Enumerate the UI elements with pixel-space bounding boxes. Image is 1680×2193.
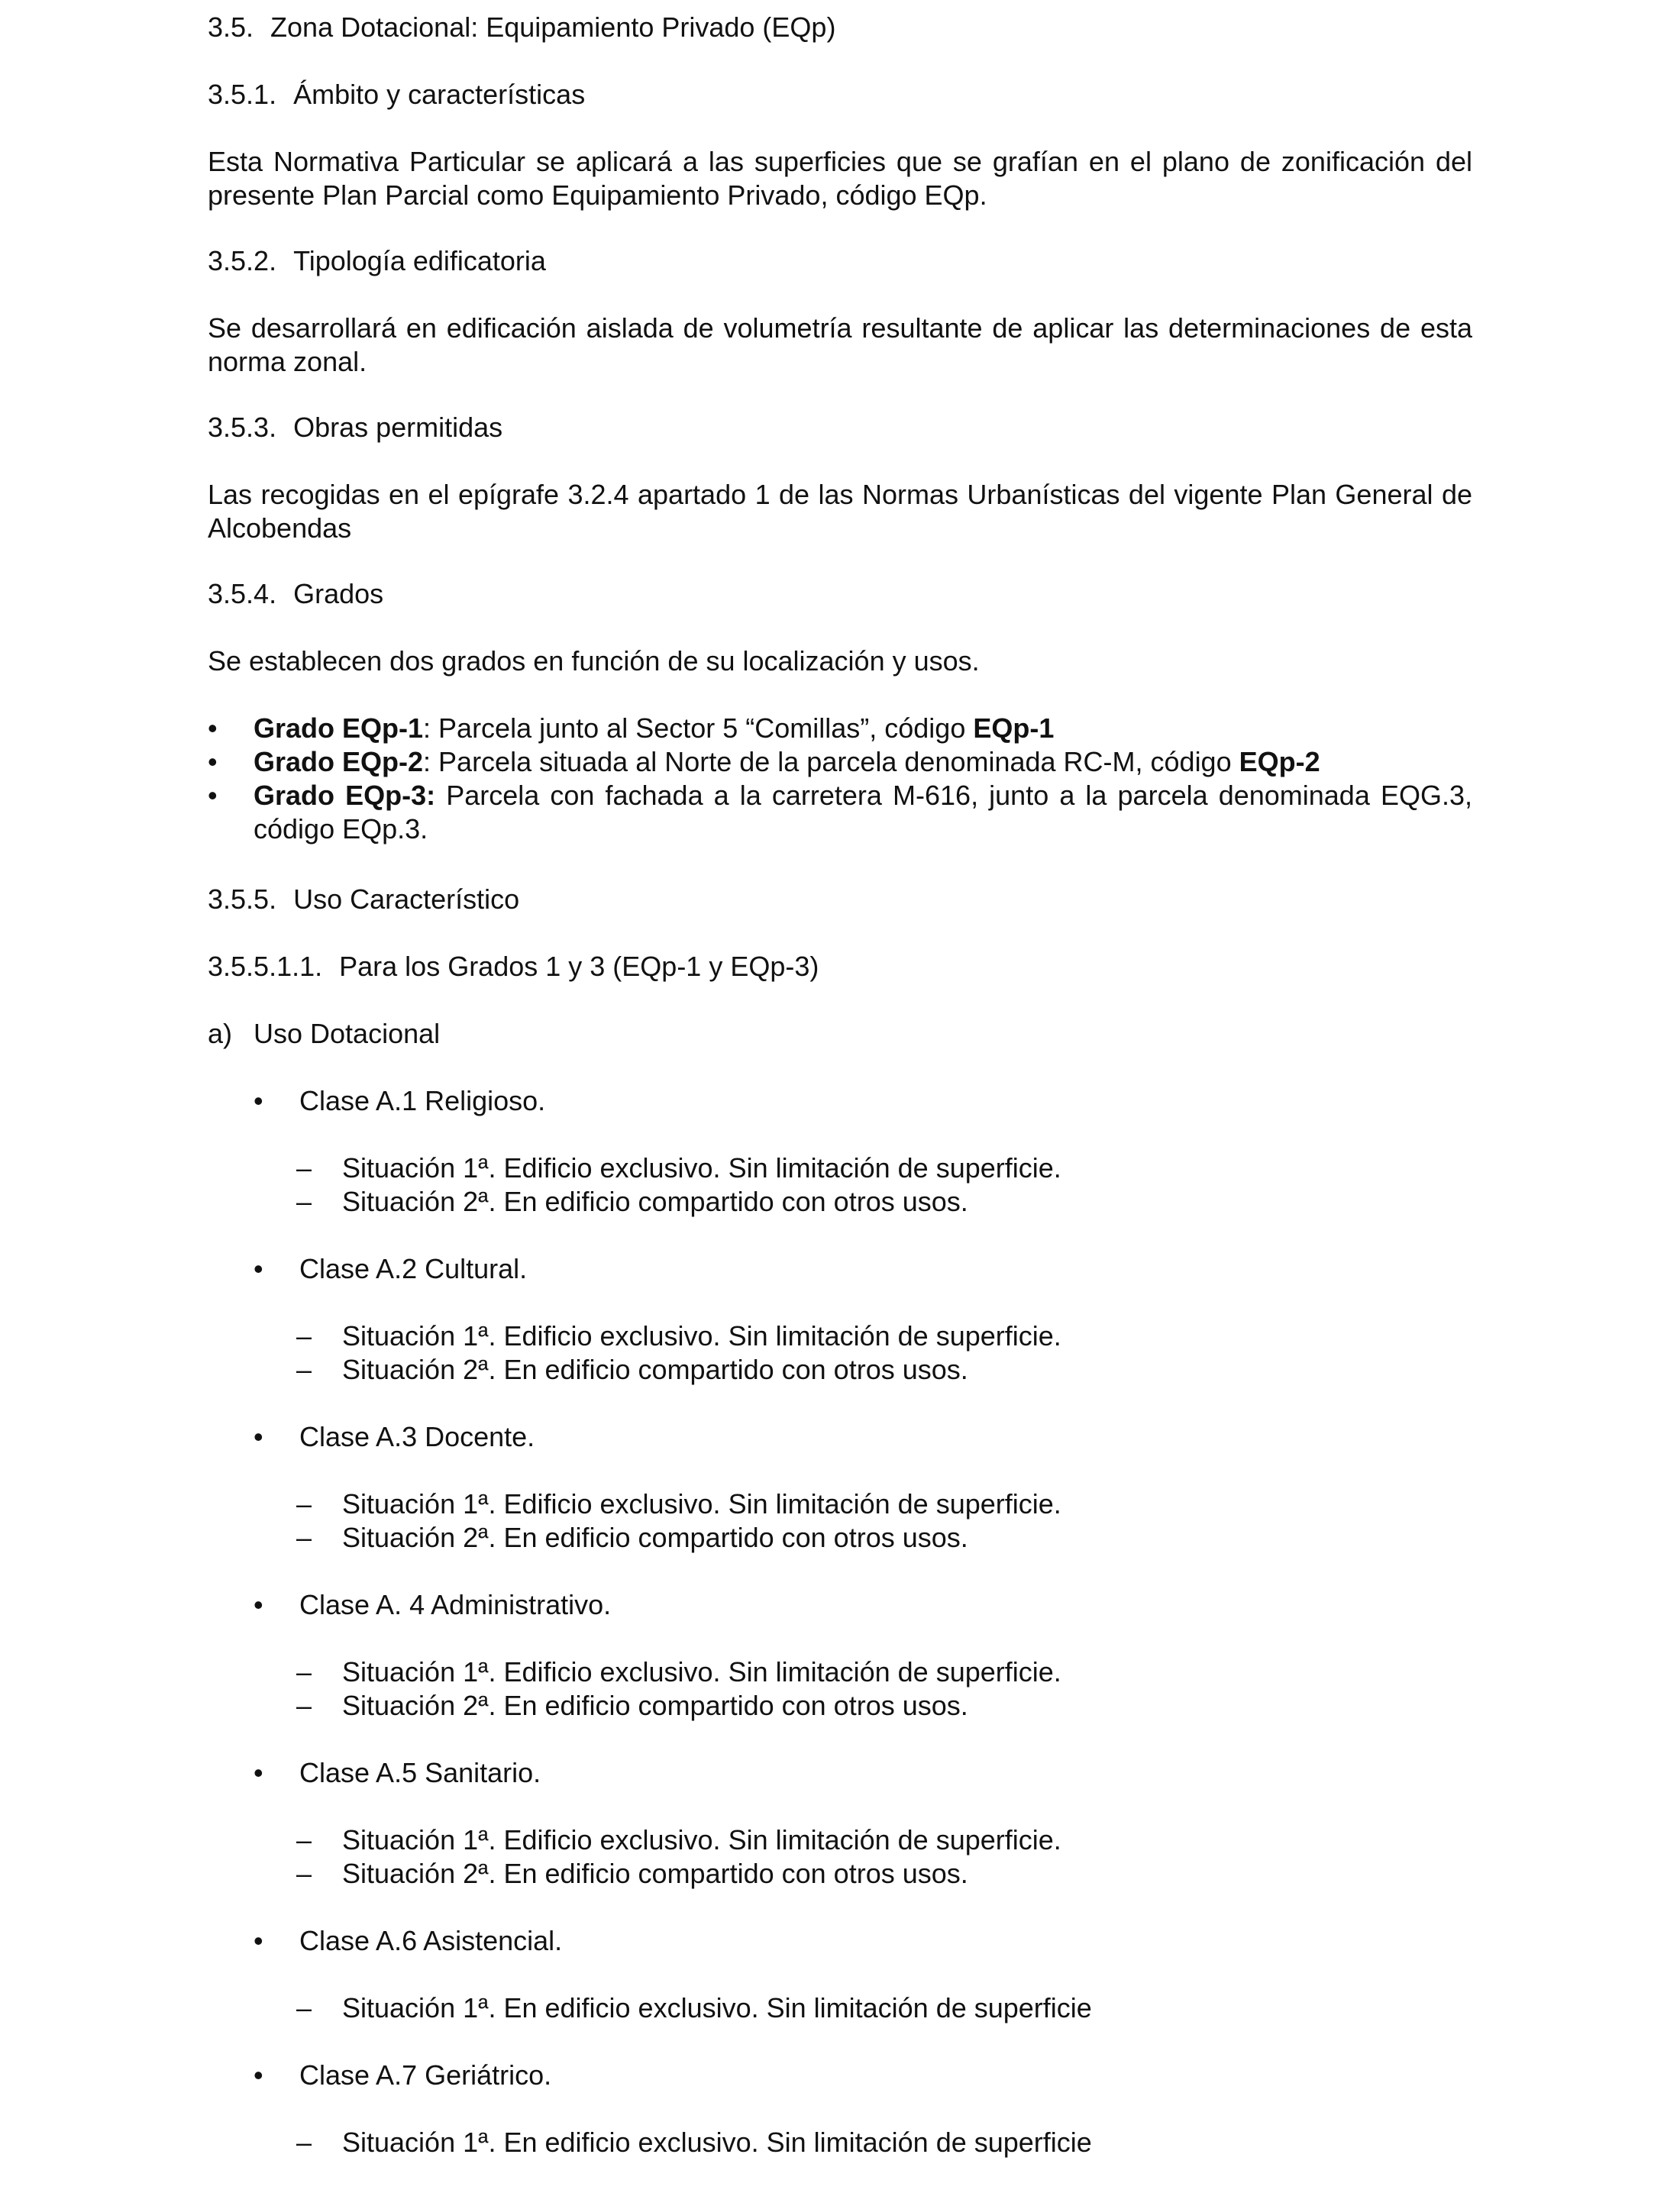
subsection-number: 3.5.3. bbox=[208, 412, 277, 443]
section-heading bbox=[208, 11, 835, 44]
dash-icon: – bbox=[296, 2127, 312, 2158]
bullet-icon: • bbox=[208, 780, 218, 811]
sub-subsection-title: Para los Grados 1 y 3 (EQp-1 y EQp-3) bbox=[339, 951, 819, 982]
paragraph: Se establecen dos grados en función de su localización y usos. bbox=[208, 645, 980, 677]
situation-text: Situación 1ª. En edificio exclusivo. Sin limitación de superficie bbox=[342, 2127, 1092, 2158]
paragraph: Esta Normativa Particular se aplicará a las superficies que se grafían en el plano de zonificación del presente Plan Parcial como Equipamiento Privado, código EQp. bbox=[208, 146, 1472, 211]
item-a-title: Uso Dotacional bbox=[254, 1018, 441, 1049]
situation-text: Situación 1ª. Edificio exclusivo. Sin limitación de superficie. bbox=[342, 1152, 1061, 1184]
dash-icon: – bbox=[296, 1824, 312, 1855]
dash-icon: – bbox=[296, 1354, 312, 1385]
grado-code: EQp-1 bbox=[973, 712, 1055, 744]
bullet-icon: • bbox=[208, 746, 218, 777]
bullet-icon: • bbox=[208, 712, 218, 744]
dash-icon: – bbox=[296, 1656, 312, 1688]
bullet-icon: • bbox=[254, 1925, 263, 1956]
class-label: Clase A.7 Geriátrico. bbox=[299, 2059, 552, 2091]
subsection-number: 3.5.2. bbox=[208, 245, 277, 276]
grado-label: Grado EQp-1 bbox=[254, 712, 424, 744]
subsection-heading bbox=[208, 78, 585, 111]
paragraph: Se desarrollará en edificación aislada de volumetría resultante de aplicar las determinaciones de esta norma zonal. bbox=[208, 312, 1472, 377]
subsection-title: Grados bbox=[293, 578, 384, 609]
paragraph: Las recogidas en el epígrafe 3.2.4 apartado 1 de las Normas Urbanísticas del vigente Plan General de Alcobendas bbox=[208, 479, 1472, 544]
section-number: 3.5. bbox=[208, 11, 254, 43]
dash-icon: – bbox=[296, 1522, 312, 1553]
situation-text: Situación 2ª. En edificio compartido con otros usos. bbox=[342, 1186, 968, 1217]
subsection-number: 3.5.1. bbox=[208, 79, 277, 110]
bullet-icon: • bbox=[254, 2059, 263, 2091]
bullet-icon: • bbox=[254, 1589, 263, 1620]
subsection-title: Obras permitidas bbox=[293, 412, 503, 443]
grado-label: Grado EQp-3: bbox=[254, 780, 436, 811]
subsection-title: Ámbito y características bbox=[293, 79, 586, 110]
dash-icon: – bbox=[296, 1690, 312, 1721]
class-label: Clase A. 4 Administrativo. bbox=[299, 1589, 612, 1620]
subsection-number: 3.5.5. bbox=[208, 883, 277, 915]
bullet-icon: • bbox=[254, 1085, 263, 1116]
class-label: Clase A.2 Cultural. bbox=[299, 1253, 528, 1284]
situation-text: Situación 2ª. En edificio compartido con otros usos. bbox=[342, 1690, 968, 1721]
sub-subsection-number: 3.5.5.1.1. bbox=[208, 951, 323, 982]
subsection-heading bbox=[208, 883, 519, 916]
grado-text: : Parcela junto al Sector 5 “Comillas”, código bbox=[423, 712, 974, 744]
dash-icon: – bbox=[296, 1858, 312, 1889]
subsection-heading bbox=[208, 577, 383, 611]
situation-text: Situación 2ª. En edificio compartido con otros usos. bbox=[342, 1522, 968, 1553]
situation-text: Situación 1ª. Edificio exclusivo. Sin limitación de superficie. bbox=[342, 1824, 1061, 1855]
grado-code: EQp-2 bbox=[1239, 746, 1320, 777]
item-a-heading bbox=[208, 1017, 441, 1051]
dash-icon: – bbox=[296, 1152, 312, 1184]
dash-icon: – bbox=[296, 1186, 312, 1217]
situation-text: Situación 1ª. En edificio exclusivo. Sin limitación de superficie bbox=[342, 1992, 1092, 2023]
grado-text: Parcela con fachada a la carretera M-616, junto a la parcela denominada EQG.3, código EQp.3. bbox=[254, 780, 1472, 845]
sub-subsection-heading bbox=[208, 950, 819, 983]
situation-text: Situación 1ª. Edificio exclusivo. Sin limitación de superficie. bbox=[342, 1488, 1061, 1520]
class-label: Clase A.5 Sanitario. bbox=[299, 1757, 541, 1788]
subsection-number: 3.5.4. bbox=[208, 578, 277, 609]
subsection-title: Tipología edificatoria bbox=[293, 245, 546, 276]
class-label: Clase A.1 Religioso. bbox=[299, 1085, 546, 1116]
section-title: Zona Dotacional: Equipamiento Privado (EQp) bbox=[270, 11, 836, 43]
situation-text: Situación 2ª. En edificio compartido con otros usos. bbox=[342, 1858, 968, 1889]
bullet-icon: • bbox=[254, 1253, 263, 1284]
class-label: Clase A.3 Docente. bbox=[299, 1421, 535, 1452]
dash-icon: – bbox=[296, 1320, 312, 1352]
bullet-icon: • bbox=[254, 1421, 263, 1452]
bullet-icon: • bbox=[254, 1757, 263, 1788]
class-label: Clase A.6 Asistencial. bbox=[299, 1925, 563, 1956]
dash-icon: – bbox=[296, 1488, 312, 1520]
subsection-title: Uso Característico bbox=[293, 883, 520, 915]
grado-text: : Parcela situada al Norte de la parcela denominada RC-M, código bbox=[423, 746, 1239, 777]
situation-text: Situación 1ª. Edificio exclusivo. Sin limitación de superficie. bbox=[342, 1656, 1061, 1688]
dash-icon: – bbox=[296, 1992, 312, 2023]
grado-label: Grado EQp-2 bbox=[254, 746, 424, 777]
situation-text: Situación 1ª. Edificio exclusivo. Sin limitación de superficie. bbox=[342, 1320, 1061, 1352]
situation-text: Situación 2ª. En edificio compartido con otros usos. bbox=[342, 1354, 968, 1385]
subsection-heading bbox=[208, 244, 546, 278]
subsection-heading bbox=[208, 411, 502, 444]
item-a-label: a) bbox=[208, 1018, 233, 1049]
